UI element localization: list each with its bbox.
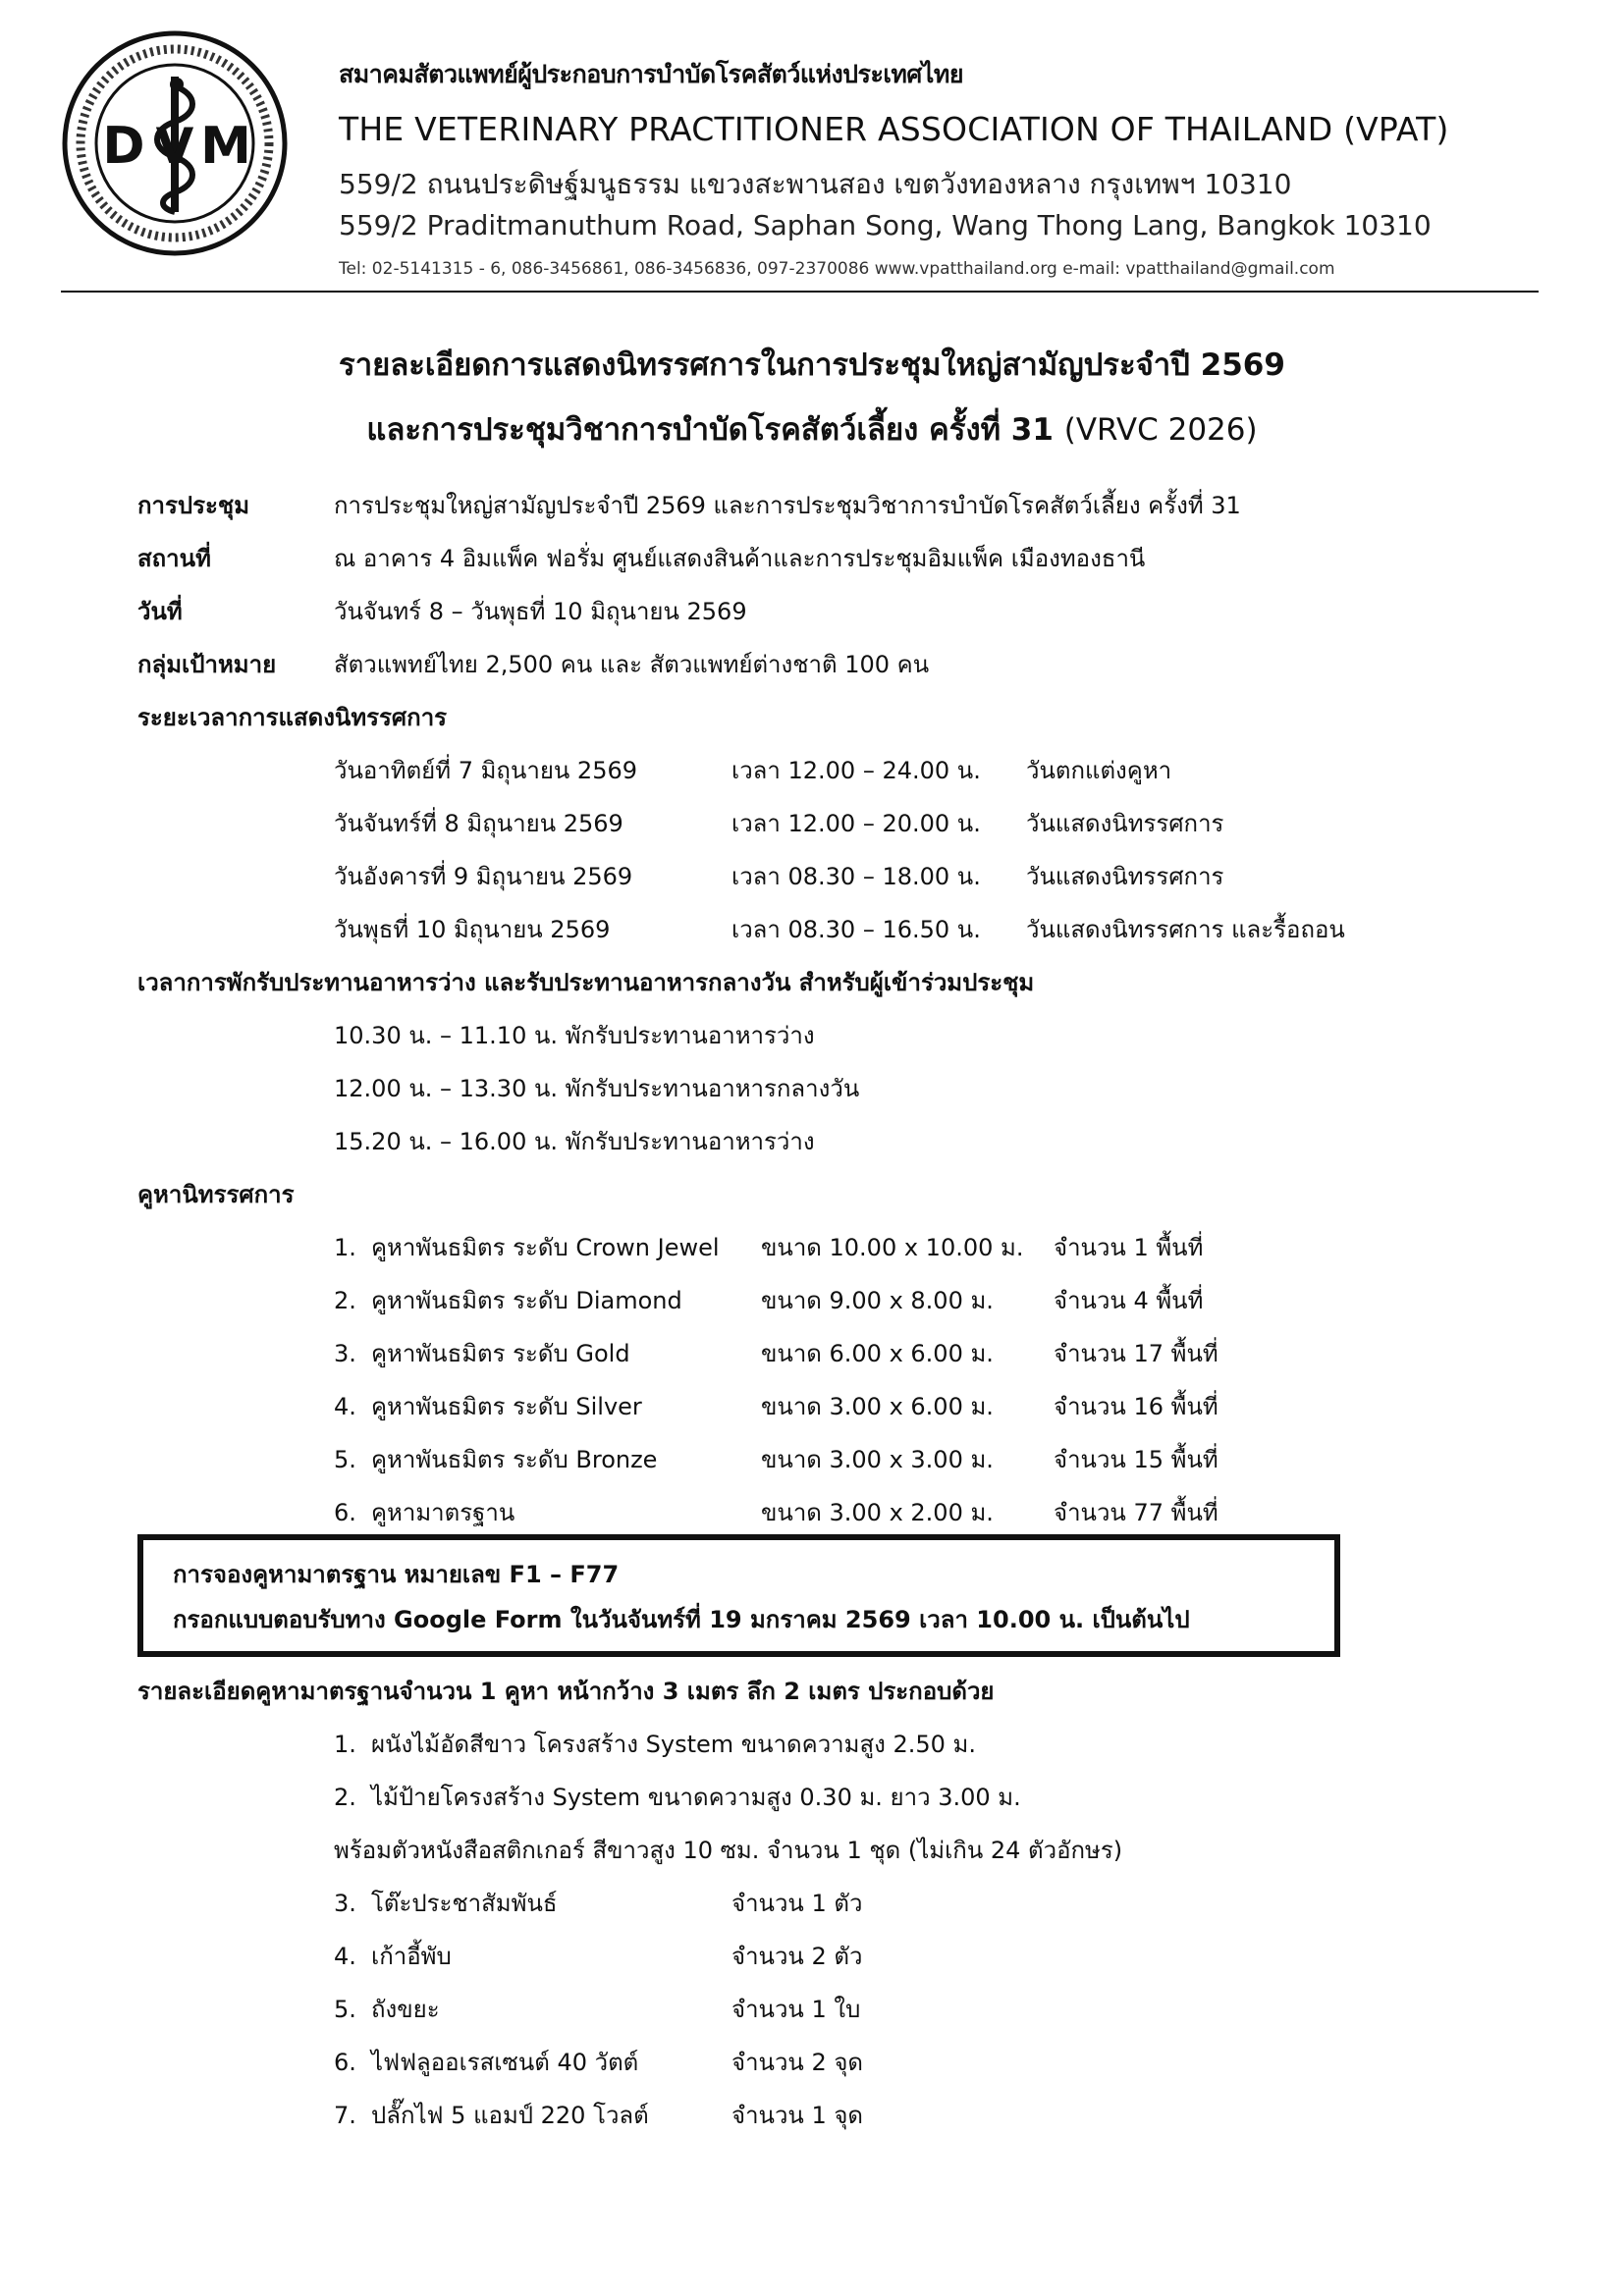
booth-number: 1. [334, 1234, 356, 1261]
equipment-name: ปลั๊กไฟ 5 แอมป์ 220 โวลต์ [371, 2102, 649, 2129]
booth-count: จำนวน 77 พื้นที่ [1054, 1499, 1218, 1526]
booth-size: ขนาด 3.00 x 2.00 ม. [761, 1499, 994, 1526]
equipment-name: เก้าอี้พับ [371, 1943, 452, 1970]
title-line2-thai: และการประชุมวิชาการบำบัดโรคสัตว์เลี้ยง ครั้งที่ 31 [366, 412, 1054, 448]
booking-notice-box [137, 1534, 1340, 1657]
org-name-english: THE VETERINARY PRACTITIONER ASSOCIATION OF THAILAND (VPAT) [339, 110, 1449, 148]
equipment-name: ถังขยะ [371, 1996, 440, 2023]
booth-name: คูหาพันธมิตร ระดับ Silver [371, 1393, 642, 1420]
booth-number: 2. [334, 1287, 356, 1314]
info-value-meeting: การประชุมใหญ่สามัญประจำปี 2569 และการประชุมวิชาการบำบัดโรคสัตว์เลี้ยง ครั้งที่ 31 [334, 492, 1241, 519]
booth-count: จำนวน 15 พื้นที่ [1054, 1446, 1218, 1473]
org-name-thai: สมาคมสัตวแพทย์ผู้ประกอบการบำบัดโรคสัตว์แห่งประเทศไทย [339, 60, 963, 88]
booth-name: คูหาพันธมิตร ระดับ Bronze [371, 1446, 658, 1473]
schedule-note: วันแสดงนิทรรศการ [1026, 863, 1224, 890]
info-label-target: กลุ่มเป้าหมาย [137, 651, 277, 678]
schedule-date: วันอังคารที่ 9 มิถุนายน 2569 [334, 863, 633, 890]
schedule-note: วันตกแต่งคูหา [1026, 757, 1172, 784]
equipment-number: 3. [334, 1890, 356, 1917]
booth-size: ขนาด 10.00 x 10.00 ม. [761, 1234, 1024, 1261]
svg-text:V: V [155, 118, 194, 175]
booth-size: ขนาด 6.00 x 6.00 ม. [761, 1340, 994, 1367]
address-english: 559/2 Praditmanuthum Road, Saphan Song, Wang Thong Lang, Bangkok 10310 [339, 209, 1432, 241]
info-label-meeting: การประชุม [137, 492, 250, 519]
schedule-time: เวลา 08.30 – 16.50 น. [731, 916, 981, 943]
structure-item: ไม้ป้ายโครงสร้าง System ขนาดความสูง 0.30 ม. ยาว 3.00 ม. [371, 1784, 1021, 1811]
booth-name: คูหาพันธมิตร ระดับ Crown Jewel [371, 1234, 720, 1261]
svg-text:D: D [102, 117, 145, 176]
standard-booth-heading: รายละเอียดคูหามาตรฐานจำนวน 1 คูหา หน้ากว้าง 3 เมตร ลึก 2 เมตร ประกอบด้วย [137, 1678, 995, 1705]
booth-size: ขนาด 3.00 x 6.00 ม. [761, 1393, 994, 1420]
booth-number: 3. [334, 1340, 356, 1367]
schedule-date: วันจันทร์ที่ 8 มิถุนายน 2569 [334, 810, 623, 837]
booths-heading: คูหานิทรรศการ [137, 1181, 295, 1208]
structure-number: 1. [334, 1731, 356, 1758]
booth-number: 5. [334, 1446, 356, 1473]
equipment-number: 4. [334, 1943, 356, 1970]
break-row: 12.00 น. – 13.30 น. พักรับประทานอาหารกลางวัน [334, 1075, 860, 1102]
schedule-date: วันอาทิตย์ที่ 7 มิถุนายน 2569 [334, 757, 637, 784]
structure-item: ผนังไม้อัดสีขาว โครงสร้าง System ขนาดความสูง 2.50 ม. [371, 1731, 976, 1758]
schedule-time: เวลา 12.00 – 24.00 น. [731, 757, 981, 784]
document-title-line1: รายละเอียดการแสดงนิทรรศการในการประชุมใหญ่สามัญประจำปี 2569 [339, 347, 1285, 383]
booth-count: จำนวน 4 พื้นที่ [1054, 1287, 1204, 1314]
schedule-time: เวลา 12.00 – 20.00 น. [731, 810, 981, 837]
contact-line: Tel: 02-5141315 - 6, 086-3456861, 086-3456836, 097-2370086 www.vpatthailand.org e-mail: vpatthailand@gmail.com [339, 259, 1335, 279]
equipment-name: โต๊ะประชาสัมพันธ์ [371, 1890, 558, 1917]
booth-count: จำนวน 16 พื้นที่ [1054, 1393, 1218, 1420]
equipment-number: 7. [334, 2102, 356, 2129]
address-thai: 559/2 ถนนประดิษฐ์มนูธรรม แขวงสะพานสอง เขตวังทองหลาง กรุงเทพฯ 10310 [339, 168, 1292, 200]
info-value-date: วันจันทร์ 8 – วันพุธที่ 10 มิถุนายน 2569 [334, 598, 747, 625]
booth-size: ขนาด 9.00 x 8.00 ม. [761, 1287, 994, 1314]
booth-count: จำนวน 17 พื้นที่ [1054, 1340, 1218, 1367]
info-label-date: วันที่ [137, 598, 183, 625]
structure-number: 2. [334, 1784, 356, 1811]
equipment-number: 6. [334, 2049, 356, 2076]
booth-name: คูหาพันธมิตร ระดับ Gold [371, 1340, 630, 1367]
equipment-number: 5. [334, 1996, 356, 2023]
dvm-seal-icon [61, 29, 289, 257]
schedule-note: วันแสดงนิทรรศการ [1026, 810, 1224, 837]
booth-number: 4. [334, 1393, 356, 1420]
schedule-heading: ระยะเวลาการแสดงนิทรรศการ [137, 704, 448, 731]
break-row: 10.30 น. – 11.10 น. พักรับประทานอาหารว่าง [334, 1022, 815, 1049]
info-value-target: สัตวแพทย์ไทย 2,500 คน และ สัตวแพทย์ต่างชาติ 100 คน [334, 651, 930, 678]
booth-size: ขนาด 3.00 x 3.00 ม. [761, 1446, 994, 1473]
svg-text:M: M [200, 117, 251, 176]
equipment-quantity: จำนวน 1 จุด [731, 2102, 864, 2129]
booth-name: คูหามาตรฐาน [371, 1499, 515, 1526]
equipment-quantity: จำนวน 2 จุด [731, 2049, 864, 2076]
equipment-quantity: จำนวน 1 ตัว [731, 1890, 863, 1917]
schedule-date: วันพุธที่ 10 มิถุนายน 2569 [334, 916, 611, 943]
schedule-note: วันแสดงนิทรรศการ และรื้อถอน [1026, 916, 1345, 943]
sticker-note: พร้อมตัวหนังสือสติกเกอร์ สีขาวสูง 10 ซม. จำนวน 1 ชุด (ไม่เกิน 24 ตัวอักษร) [334, 1837, 1123, 1864]
equipment-name: ไฟฟลูออเรสเซนต์ 40 วัตต์ [371, 2049, 639, 2076]
booth-number: 6. [334, 1499, 356, 1526]
booking-notice-line1: การจองคูหามาตรฐาน หมายเลข F1 – F77 [173, 1561, 620, 1588]
breaks-heading: เวลาการพักรับประทานอาหารว่าง และรับประทานอาหารกลางวัน สำหรับผู้เข้าร่วมประชุม [137, 969, 1035, 996]
equipment-quantity: จำนวน 2 ตัว [731, 1943, 863, 1970]
break-row: 15.20 น. – 16.00 น. พักรับประทานอาหารว่าง [334, 1128, 815, 1155]
info-value-venue: ณ อาคาร 4 อิมแพ็ค ฟอรั่ม ศูนย์แสดงสินค้าและการประชุมอิมแพ็ค เมืองทองธานี [334, 545, 1146, 572]
equipment-quantity: จำนวน 1 ใบ [731, 1996, 861, 2023]
schedule-time: เวลา 08.30 – 18.00 น. [731, 863, 981, 890]
booth-count: จำนวน 1 พื้นที่ [1054, 1234, 1204, 1261]
info-label-venue: สถานที่ [137, 545, 211, 572]
vpat-logo [61, 29, 289, 257]
booking-notice-line2: กรอกแบบตอบรับทาง Google Form ในวันจันทร์ที่ 19 มกราคม 2569 เวลา 10.00 น. เป็นต้นไป [173, 1606, 1190, 1633]
title-line2-english: (VRVC 2026) [1063, 412, 1258, 448]
document-title-line2 [0, 404, 1624, 454]
booth-name: คูหาพันธมิตร ระดับ Diamond [371, 1287, 682, 1314]
header-divider [61, 291, 1539, 293]
